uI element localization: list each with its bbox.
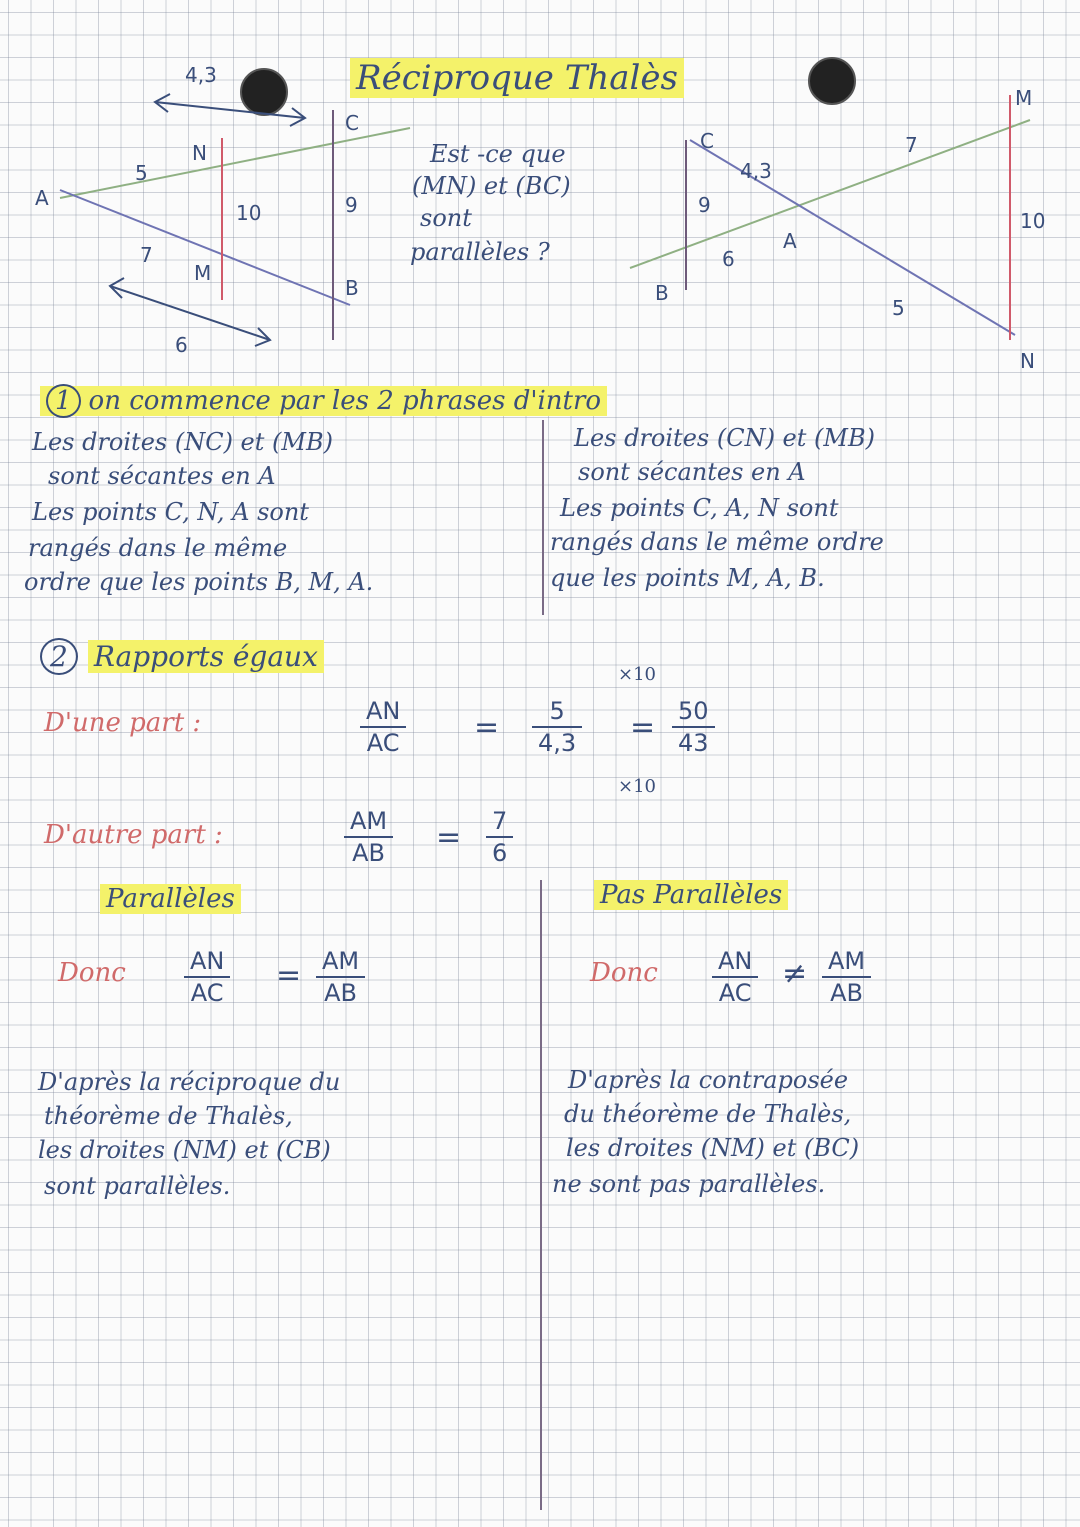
step1-left-line: sont sécantes en A	[48, 462, 276, 490]
left-conclusion-line: sont parallèles.	[44, 1172, 231, 1200]
right-point-a: A	[783, 229, 797, 253]
equals-sign: =	[436, 820, 462, 855]
right-length-ab: 6	[722, 247, 735, 271]
left-point-c: C	[345, 111, 359, 135]
step1-left-line: rangés dans le même	[28, 534, 288, 562]
right-length-an: 5	[892, 296, 905, 320]
left-point-b: B	[345, 276, 359, 300]
left-donc: Donc	[58, 958, 126, 988]
dautre-label: D'autre part :	[44, 820, 223, 850]
left-conclusion-line: les droites (NM) et (CB)	[38, 1136, 331, 1164]
right-length-ca: 4,3	[740, 159, 772, 183]
right-donc: Donc	[590, 958, 658, 988]
left-length-bottom: 6	[175, 333, 188, 357]
right-fraction-an-ac: $\frac{AN}{AC}$	[712, 946, 758, 1008]
step1-right-line: sont sécantes en A	[578, 458, 806, 486]
right-conclusion-line: du théorème de Thalès,	[564, 1100, 852, 1128]
question-line-1: Est -ce que	[430, 140, 566, 168]
left-top-arrow	[155, 102, 305, 118]
fraction-an-ac: $\frac{AN}{AC}$	[360, 696, 406, 758]
step2-number: 2	[40, 638, 78, 675]
cases-divider	[540, 880, 542, 1510]
left-conclusion-line: théorème de Thalès,	[44, 1102, 293, 1130]
question-line-3: sont	[420, 204, 472, 232]
step1-right-line: rangés dans le même ordre	[550, 528, 884, 556]
right-length-cb: 9	[698, 193, 711, 217]
left-blue-line	[60, 190, 350, 305]
fraction-am-ab: $\frac{AM}{AB}$	[344, 806, 393, 868]
step1-heading: 1 on commence par les 2 phrases d'intro	[40, 386, 607, 416]
left-point-n: N	[192, 141, 207, 165]
times-ten-bottom: ×10	[618, 776, 656, 797]
right-case-heading: Pas Parallèles	[594, 880, 788, 910]
equals-sign: =	[474, 710, 500, 745]
left-case-heading: Parallèles	[100, 884, 241, 914]
equals-sign: =	[276, 958, 302, 993]
left-fraction-am-ab: $\frac{AM}{AB}$	[316, 946, 365, 1008]
step1-left-line: ordre que les points B, M, A.	[24, 568, 374, 596]
right-fraction-am-ab: $\frac{AM}{AB}$	[822, 946, 871, 1008]
right-point-b: B	[655, 281, 669, 305]
step1-number: 1	[46, 384, 81, 418]
left-bottom-arrow	[110, 286, 270, 340]
right-point-m: M	[1015, 86, 1033, 110]
right-blue-line	[690, 140, 1015, 335]
step1-right-line: que les points M, A, B.	[550, 564, 825, 592]
left-conclusion-line: D'après la réciproque du	[38, 1068, 341, 1096]
right-length-am: 7	[905, 133, 918, 157]
question-line-4: parallèles ?	[410, 238, 550, 266]
right-point-n: N	[1020, 349, 1035, 373]
step1-divider	[542, 420, 544, 615]
fraction-7-6: $\frac{7}{6}$	[486, 806, 513, 868]
left-length-an: 5	[135, 161, 148, 185]
step1-right-line: Les droites (CN) et (MB)	[574, 424, 875, 452]
step1-left-line: Les points C, N, A sont	[32, 498, 309, 526]
left-point-a: A	[35, 186, 49, 210]
dune-label: D'une part :	[44, 708, 202, 738]
step2-heading: 2 Rapports égaux	[40, 640, 324, 673]
left-length-bc: 9	[345, 193, 358, 217]
page-title: Réciproque Thalès	[350, 58, 684, 98]
equals-sign: =	[630, 710, 656, 745]
left-length-am: 7	[140, 243, 153, 267]
step1-right-line: Les points C, A, N sont	[560, 494, 839, 522]
not-equal-sign: ≠	[782, 956, 808, 991]
right-conclusion-line: ne sont pas parallèles.	[552, 1170, 826, 1198]
right-point-c: C	[700, 129, 714, 153]
fraction-50-43: $\frac{50}{43}$	[672, 696, 715, 758]
left-length-top: 4,3	[185, 63, 217, 87]
right-green-line	[630, 120, 1030, 268]
times-ten-top: ×10	[618, 664, 656, 685]
step1-left-line: Les droites (NC) et (MB)	[32, 428, 333, 456]
left-fraction-an-ac: $\frac{AN}{AC}$	[184, 946, 230, 1008]
right-length-mn: 10	[1020, 209, 1046, 233]
left-length-nm: 10	[236, 201, 262, 225]
fraction-5-43: $\frac{5}{4,3}$	[532, 696, 582, 758]
left-point-m: M	[194, 261, 212, 285]
question-line-2: (MN) et (BC)	[412, 172, 571, 200]
right-conclusion-line: les droites (NM) et (BC)	[566, 1134, 860, 1162]
right-conclusion-line: D'après la contraposée	[568, 1066, 849, 1094]
left-green-line	[60, 128, 410, 198]
